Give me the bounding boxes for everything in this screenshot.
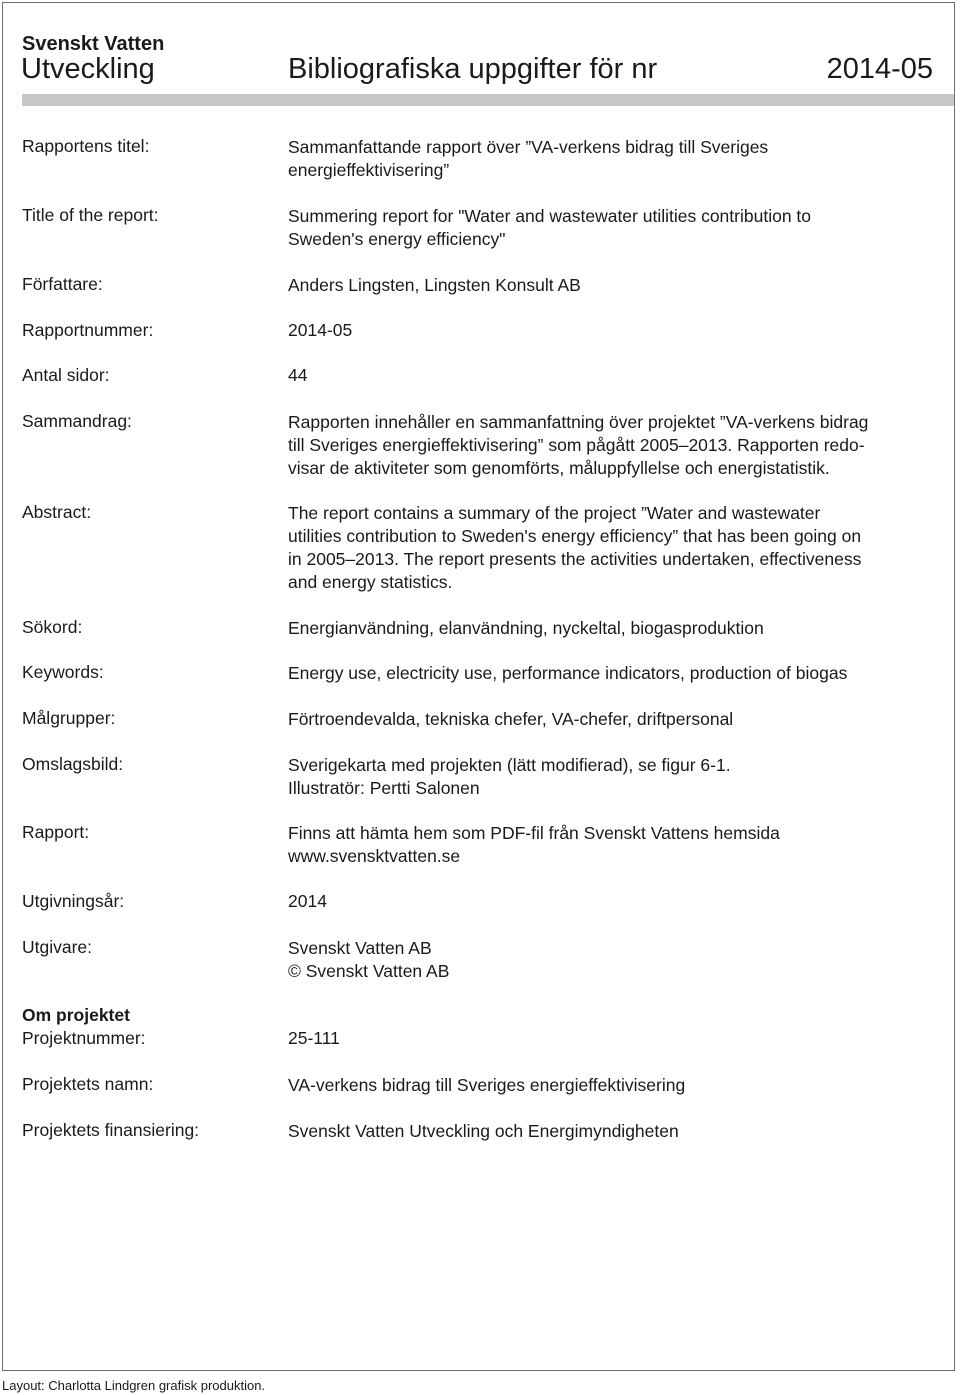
value-sokord: Energianvändning, elanvändning, nyckeltal, biogasproduktion bbox=[288, 618, 764, 638]
label-rapport: Rapport: bbox=[22, 822, 90, 842]
value-line: Sverigekarta med projekten (lätt modifierad), se figur 6-1. bbox=[288, 755, 731, 775]
value-line: in 2005–2013. The report presents the activities undertaken, effectiveness bbox=[288, 549, 862, 569]
label-antal-sidor: Antal sidor: bbox=[22, 365, 110, 385]
value-forfattare: Anders Lingsten, Lingsten Konsult AB bbox=[288, 275, 581, 295]
value-line: visar de aktiviteter som genomförts, måluppfyllelse och energistatistik. bbox=[288, 458, 830, 478]
value-line: till Sveriges energieffektivisering” som pågått 2005–2013. Rapporten redo- bbox=[288, 435, 865, 455]
label-omslagsbild: Omslagsbild: bbox=[22, 754, 124, 774]
value-line: Illustratör: Pertti Salonen bbox=[288, 778, 480, 798]
brand-division: Utveckling bbox=[21, 53, 155, 85]
label-projektets-finansiering: Projektets finansiering: bbox=[22, 1120, 200, 1140]
layout-credit: Layout: Charlotta Lindgren grafisk produktion. bbox=[2, 1378, 266, 1393]
value-malgrupper: Förtroendevalda, tekniska chefer, VA-chefer, driftpersonal bbox=[288, 709, 734, 729]
label-projektets-namn: Projektets namn: bbox=[22, 1074, 154, 1094]
header-divider bbox=[22, 94, 954, 106]
value-line: Finns att hämta hem som PDF-fil från Svenskt Vattens hemsida bbox=[288, 823, 780, 843]
label-projektnummer: Projektnummer: bbox=[22, 1028, 146, 1048]
value-line: Summering report for "Water and wastewater utilities contribution to bbox=[288, 206, 812, 226]
website-link[interactable]: www.svensktvatten.se bbox=[288, 846, 461, 866]
value-line: Svenskt Vatten AB bbox=[288, 938, 432, 958]
value-utgivningsar: 2014 bbox=[288, 891, 327, 911]
value-keywords: Energy use, electricity use, performance indicators, production of biogas bbox=[288, 663, 848, 683]
value-line: and energy statistics. bbox=[288, 572, 453, 592]
value-line: utilities contribution to Sweden's energy efficiency” that has been going on bbox=[288, 526, 862, 546]
label-utgivningsar: Utgivningsår: bbox=[22, 891, 125, 911]
label-title-of-report: Title of the report: bbox=[22, 205, 159, 225]
value-utgivare bbox=[288, 937, 938, 983]
page-title: Bibliografiska uppgifter för nr bbox=[288, 53, 658, 85]
value-projektnummer: 25-111 bbox=[288, 1028, 340, 1048]
report-number-heading: 2014-05 bbox=[826, 53, 933, 85]
brand-name: Svenskt Vatten bbox=[22, 33, 165, 55]
value-abstract bbox=[288, 502, 938, 594]
value-rapportnummer: 2014-05 bbox=[288, 320, 353, 340]
value-antal-sidor: 44 bbox=[288, 365, 308, 385]
label-utgivare: Utgivare: bbox=[22, 937, 93, 957]
value-line: Rapporten innehåller en sammanfattning över projektet ”VA-verkens bidrag bbox=[288, 412, 869, 432]
value-projektets-finansiering: Svenskt Vatten Utveckling och Energimyndigheten bbox=[288, 1121, 679, 1141]
label-sammandrag: Sammandrag: bbox=[22, 411, 132, 431]
label-forfattare: Författare: bbox=[22, 274, 103, 294]
project-heading: Om projektet bbox=[22, 1005, 130, 1025]
value-rapportens-titel bbox=[288, 136, 938, 182]
value-sammandrag bbox=[288, 411, 938, 480]
label-rapportnummer: Rapportnummer: bbox=[22, 320, 154, 340]
value-title-of-report bbox=[288, 205, 938, 251]
value-line: Sweden's energy efficiency" bbox=[288, 229, 506, 249]
value-omslagsbild bbox=[288, 754, 938, 800]
label-rapportens-titel: Rapportens titel: bbox=[22, 136, 150, 156]
value-line: Sammanfattande rapport över ”VA-verkens bidrag till Sveriges bbox=[288, 137, 769, 157]
value-projektets-namn: VA-verkens bidrag till Sveriges energieffektivisering bbox=[288, 1075, 686, 1095]
label-sokord: Sökord: bbox=[22, 617, 83, 637]
value-rapport bbox=[288, 822, 938, 868]
label-malgrupper: Målgrupper: bbox=[22, 708, 116, 728]
label-abstract: Abstract: bbox=[22, 502, 92, 522]
value-line: © Svenskt Vatten AB bbox=[288, 961, 450, 981]
value-line: energieffektivisering” bbox=[288, 160, 450, 180]
value-line: The report contains a summary of the project ”Water and wastewater bbox=[288, 503, 821, 523]
label-keywords: Keywords: bbox=[22, 662, 104, 682]
